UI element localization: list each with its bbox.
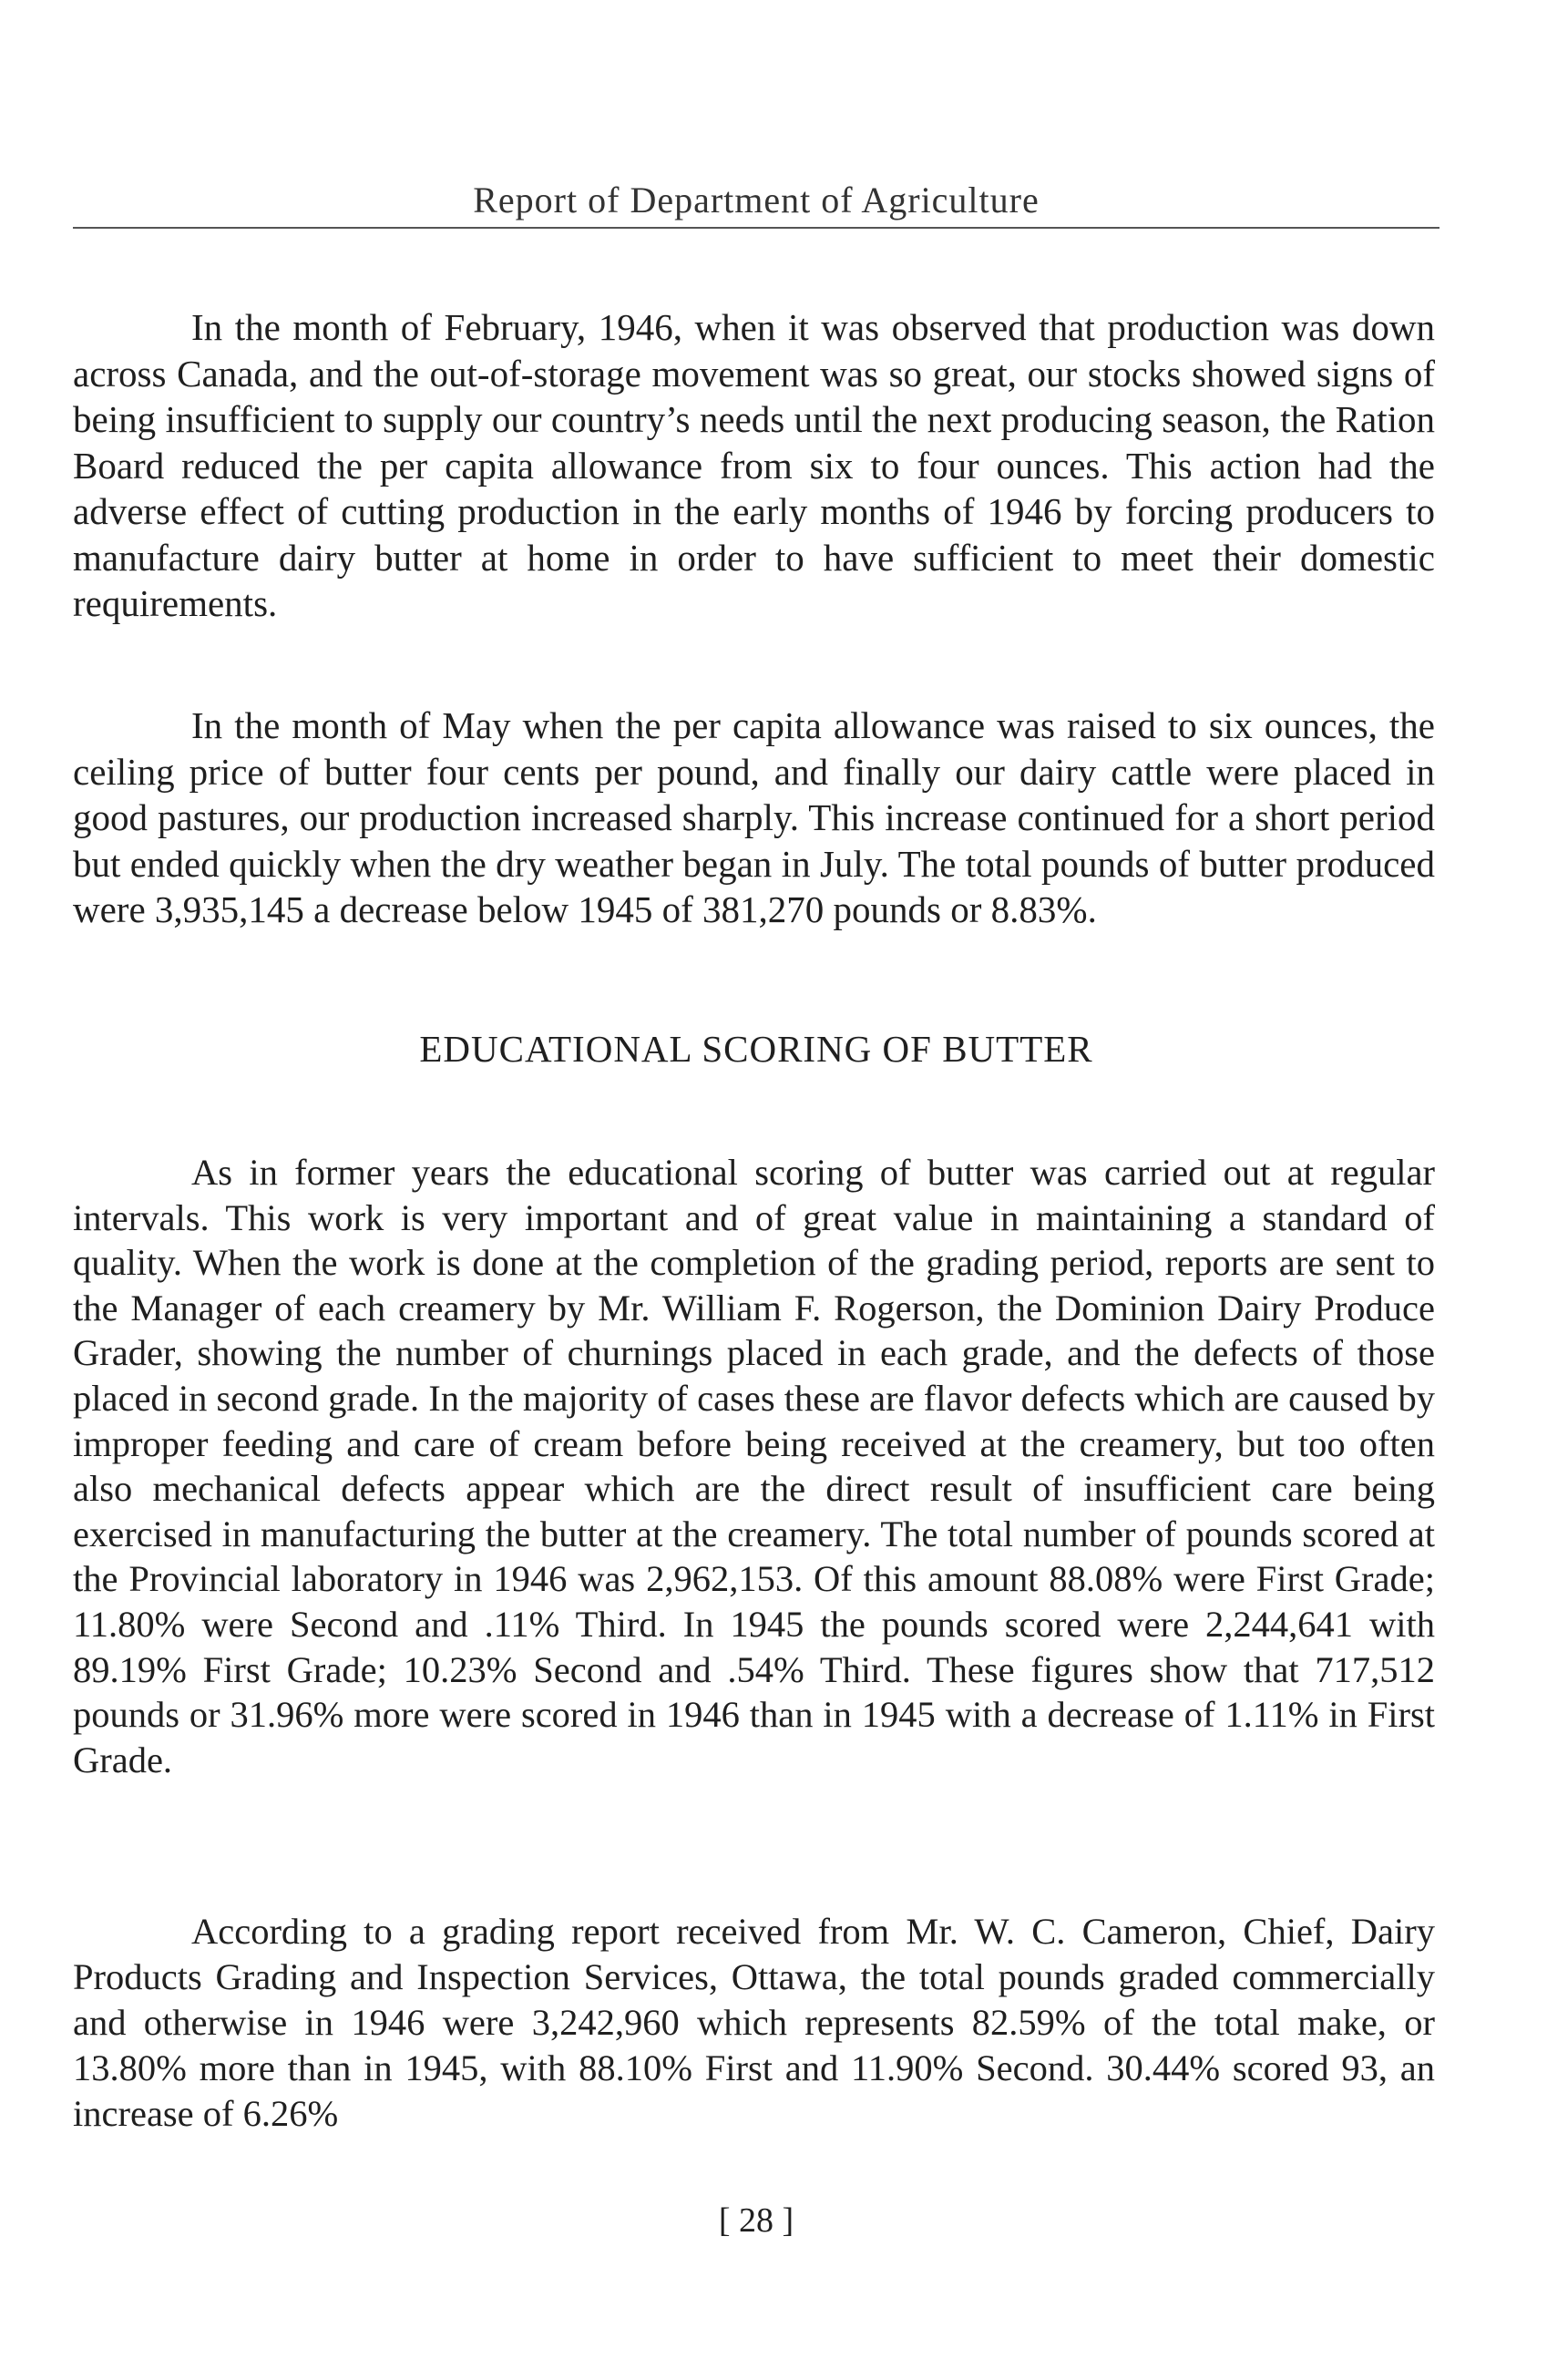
header-rule	[73, 227, 1439, 229]
paragraph-ration-allowance: In the month of February, 1946, when it was observed that production was down across Canada, and the out-of-storage movement was so great, our stocks showed signs of being insufficient to supply our country’s needs until the next producing season, the Ration Board reduced the per capita allowance from six to four ounces. This action had the adverse effect of cutting production in the early months of 1946 by forcing producers to manufacture dairy butter at home in order to have sufficient to meet their domestic requirements.	[73, 306, 1435, 624]
paragraph-grading-report: According to a grading report received from Mr. W. C. Cameron, Chief, Dairy Products Grading and Inspection Services, Ottawa, the total pounds graded commercially and otherwise in 1946 were 3,242,960 which represents 82.59% of the total make, or 13.80% more than in 1945, with 88.10% First and 11.90% Second. 30.44% scored 93, an increase of 6.26%	[73, 1911, 1435, 2134]
page-number: [ 28 ]	[718, 2201, 794, 2240]
paragraph-production-increase: In the month of May when the per capita allowance was raised to six ounces, the ceiling price of butter four cents per pound, and finally our dairy cattle were placed in good pastures, our production increased sharply. This increase continued for a short period but ended quickly when the dry weather began in July. The total pounds of butter produced were 3,935,145 a decrease below 1945 of 381,270 pounds or 8.83%.	[73, 704, 1435, 930]
section-heading: EDUCATIONAL SCORING OF BUTTER	[419, 1028, 1093, 1070]
paragraph-educational-scoring: As in former years the educational scoring of butter was carried out at regular intervals. This work is very important and of great value in maintaining a standard of quality. When the work is done at the completion of the grading period, reports are sent to the Manager of each creamery by Mr. William F. Rogerson, the Dominion Dairy Produce Grader, showing the number of churnings placed in each grade, and the defects of those placed in second grade. In the majority of cases these are flavor defects which are caused by improper feeding and care of cream before being received at the creamery, but too often also mechanical defects appear which are the direct result of insufficient care being exercised in manufacturing the butter at the creamery. The total number of pounds scored at the Provincial laboratory in 1946 was 2,962,153. Of this amount 88.08% were First Grade; 11.80% were Second and .11% Third. In 1945 the pounds scored were 2,244,641 with 89.19% First Grade; 10.23% Second and .54% Third. These figures show that 717,512 pounds or 31.96% more were scored in 1946 than in 1945 with a decrease of 1.11% in First Grade.	[73, 1152, 1435, 1780]
running-header: Report of Department of Agriculture	[473, 180, 1040, 221]
